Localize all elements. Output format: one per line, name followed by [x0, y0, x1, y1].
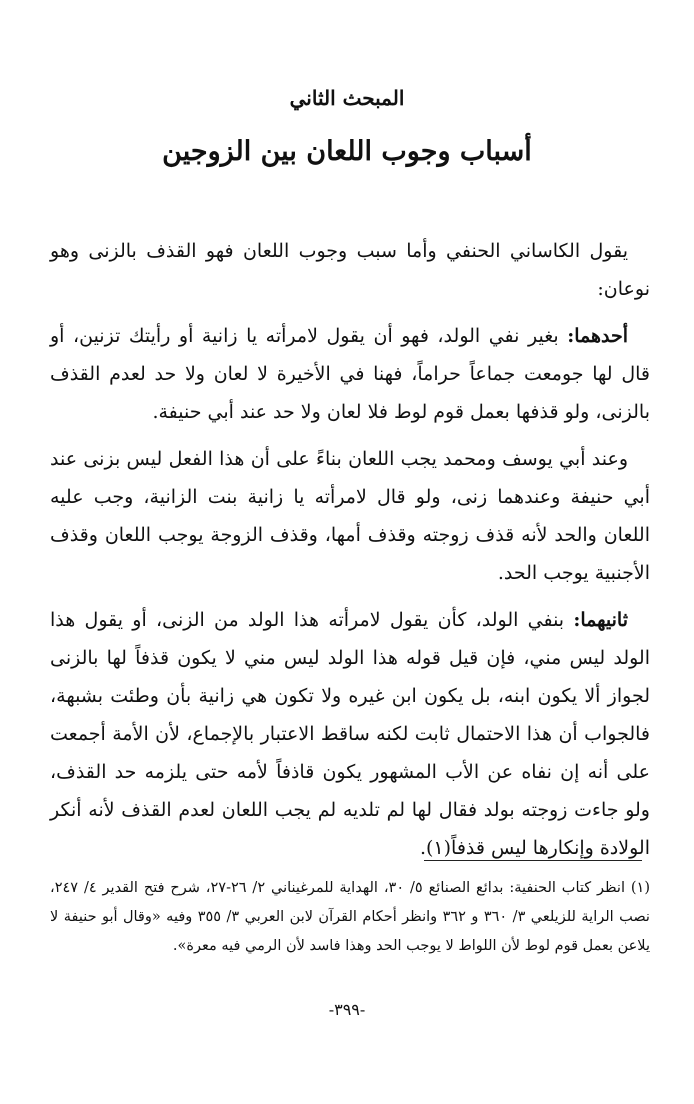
paragraph-lead: ثانيهما: — [573, 609, 628, 631]
body-text — [50, 232, 650, 876]
body-paragraph — [50, 601, 650, 867]
paragraph-text: يقول الكاساني الحنفي وأما سبب وجوب اللعان فهو القذف بالزنى وهو نوعان: — [50, 240, 650, 300]
body-paragraph — [50, 232, 650, 308]
page-number: -٣٩٩- — [328, 1000, 366, 1019]
body-paragraph — [50, 317, 650, 431]
paragraph-text: وعند أبي يوسف ومحمد يجب اللعان بناءً على أن هذا الفعل ليس بزنى عند أبي حنيفة وعندهما زنى، ولو قال لامرأته يا زانية بنت الزانية، وجب عليه اللعان والحد لأنه قذف زوجته وقذف أمها، وقذف الزوجة يوجب اللعان وقذف الأجنبية يوجب الحد. — [50, 448, 650, 584]
body-paragraph — [50, 440, 650, 592]
footnote — [50, 874, 650, 961]
paragraph-lead: أحدهما: — [567, 325, 628, 347]
footnote-text: (١) انظر كتاب الحنفية: بدائع الصنائع ٥/ ٣٠، الهداية للمرغيناني ٢/ ٢٦-٢٧، شرح فتح القدير ٤/ ٢٤٧، نصب الراية للزيلعي ٣/ ٣٦٠ و ٣٦٢ وانظر أحكام القرآن لابن العربي ٣/ ٣٥٥ وفيه «وقال أبو حنيفة لا يلاعن بعمل قوم لوط لأن اللواط لا يوجب الحد وهذا فاسد لأن الرمي فيه معرة». — [50, 880, 650, 954]
footnote-divider — [424, 860, 642, 861]
paragraph-text: بغير نفي الولد، فهو أن يقول لامرأته يا زانية أو رأيتك تزنين، أو قال لها جومعت جماعاً حراماً، فهنا في الأخيرة لا لعان ولا حد لعدم القذف بالزنى، ولو قذفها بعمل قوم لوط فلا لعان ولا حد عند أبي حنيفة. — [50, 325, 651, 423]
chapter-title: أسباب وجوب اللعان بين الزوجين — [162, 136, 532, 167]
paragraph-text: بنفي الولد، كأن يقول لامرأته هذا الولد من الزنى، أو يقول هذا الولد ليس مني، فإن قيل قوله هذا الولد ليس مني لا يكون قذفاً لها بالزنى لجواز ألا يكون ابنه، بل يكون ابن غيره ولا تكون هي زانية بأن وطئت بشبهة، فالجواب أن هذا الاحتمال ثابت لكنه ساقط الاعتبار بالإجماع، لأن الأمة أجمعت على أنه إن نفاه عن الأب المشهور يكون قاذفاً لأمه حتى يلزمه حد القذف، ولو جاءت زوجته بولد فقال لها لم تلديه لم يجب اللعان لعدم القذف لأنه أنكر الولادة وإنكارها ليس قذفاً(١). — [50, 609, 650, 859]
section-label: المبحث الثاني — [289, 86, 405, 110]
